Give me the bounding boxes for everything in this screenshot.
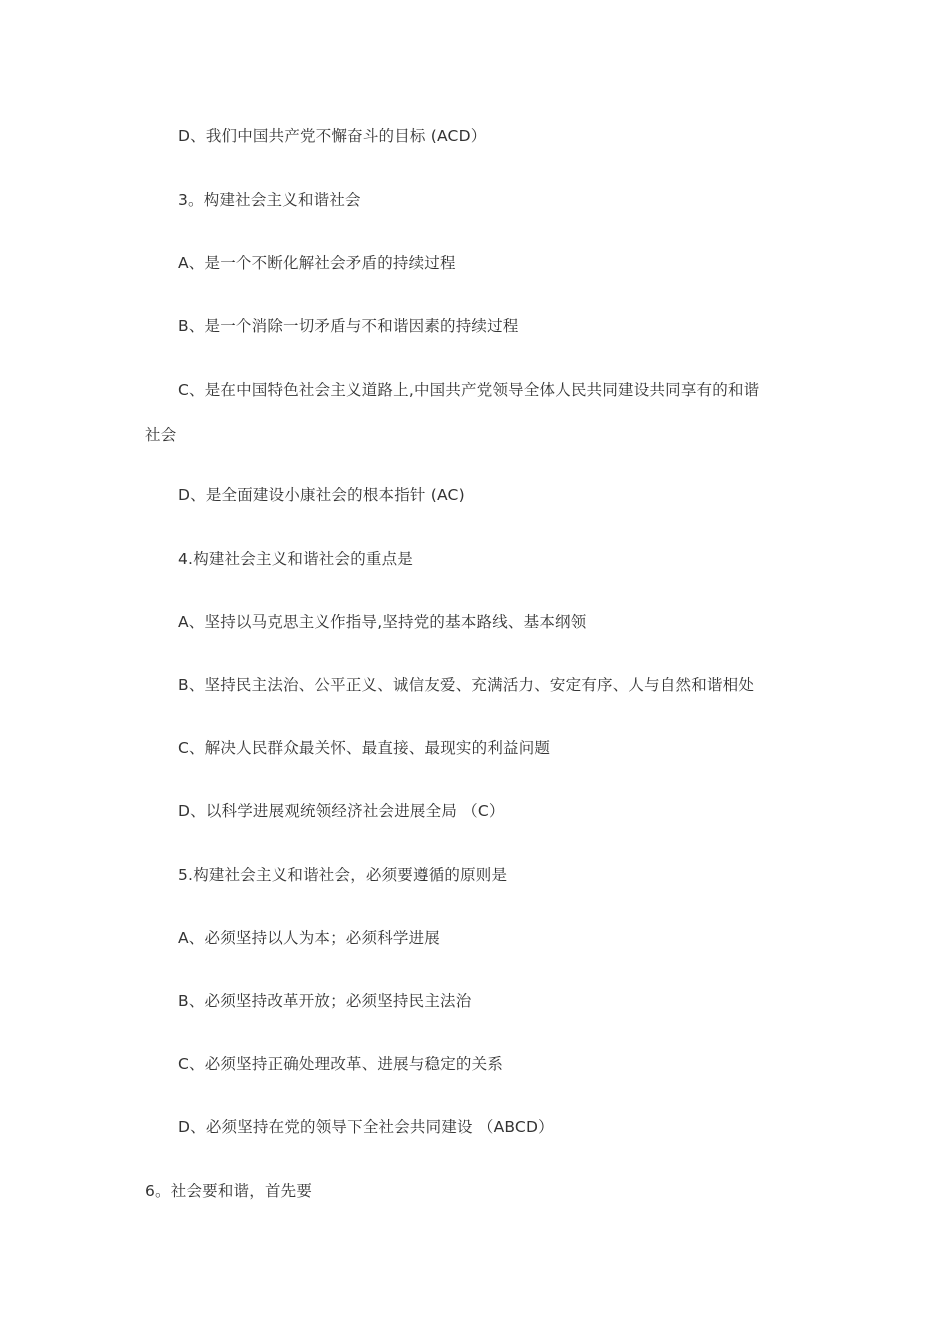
q5-option-b: B、必须坚持改革开放；必须坚持民主法治 — [178, 992, 472, 1010]
q3-option-c-continuation: 社会 — [145, 426, 177, 444]
q3-question: 3。构建社会主义和谐社会 — [178, 191, 361, 209]
q5-option-d: D、必须坚持在党的领导下全社会共同建设 （ABCD） — [178, 1118, 554, 1136]
q4-option-d: D、以科学进展观统领经济社会进展全局 （C） — [178, 802, 505, 820]
q5-option-a: A、必须坚持以人为本；必须科学进展 — [178, 929, 441, 947]
q4-option-b: B、坚持民主法治、公平正义、诚信友爱、充满活力、安定有序、人与自然和谐相处 — [178, 676, 755, 694]
q2-option-d: D、我们中国共产党不懈奋斗的目标 (ACD） — [178, 127, 487, 145]
q4-option-a: A、坚持以马克思主义作指导,坚持党的基本路线、基本纲领 — [178, 613, 587, 631]
q6-question: 6。社会要和谐，首先要 — [145, 1182, 313, 1200]
q4-option-c: C、解决人民群众最关怀、最直接、最现实的利益问题 — [178, 739, 551, 757]
q4-question: 4.构建社会主义和谐社会的重点是 — [178, 550, 413, 568]
q5-question: 5.构建社会主义和谐社会，必须要遵循的原则是 — [178, 866, 508, 884]
q5-option-c: C、必须坚持正确处理改革、进展与稳定的关系 — [178, 1055, 504, 1073]
q3-option-c: C、是在中国特色社会主义道路上,中国共产党领导全体人民共同建设共同享有的和谐 — [178, 381, 760, 399]
q3-option-d: D、是全面建设小康社会的根本指针 (AC) — [178, 486, 465, 504]
q3-option-b: B、是一个消除一切矛盾与不和谐因素的持续过程 — [178, 317, 519, 335]
q3-option-a: A、是一个不断化解社会矛盾的持续过程 — [178, 254, 456, 272]
